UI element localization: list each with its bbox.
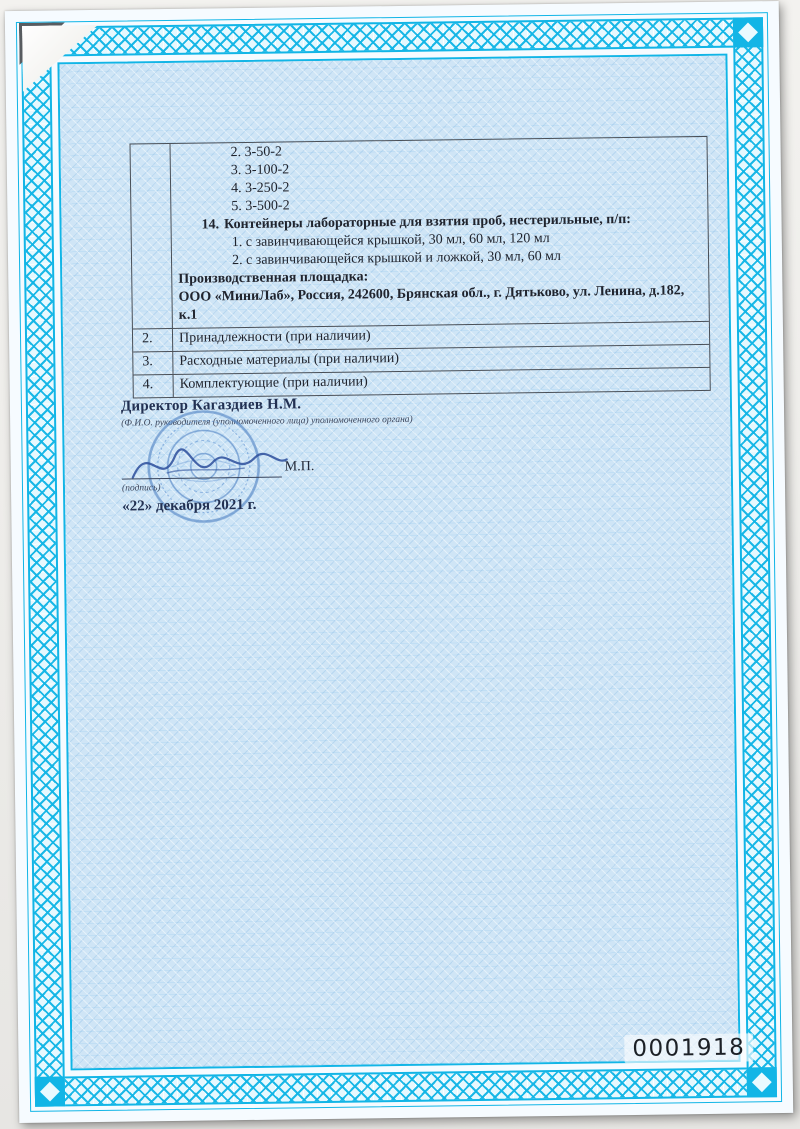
director-name: Директор Кагаздиев Н.М.	[120, 396, 302, 415]
list-item: 4. 3-250-2	[231, 180, 290, 197]
scanned-page	[5, 1, 793, 1123]
row-number-cell	[131, 144, 173, 329]
list-item: 2. с завинчивающейся крышкой и ложкой, 30 мл, 60 мл	[231, 248, 562, 269]
item14-title: Контейнеры лабораторные для взятия проб, нестерильные, п/п:	[223, 211, 632, 233]
serial-number: 0001918	[624, 1033, 753, 1063]
production-site-label: Производственная площадка:	[178, 269, 369, 287]
stamp-place-label: М.П.	[284, 459, 315, 475]
list-item: 2. 3-50-2	[230, 144, 283, 161]
content-table	[129, 136, 710, 399]
director-note: (Ф.И.О. руководителя (уполномоченного лица) уполномоченного органа)	[121, 414, 413, 429]
table-row-continuation	[131, 137, 709, 329]
row-number-cell: 3.	[133, 352, 173, 375]
signature-note: (подпись)	[121, 483, 161, 494]
list-item: 5. 3-500-2	[231, 198, 290, 215]
document-date: «22» декабря 2021 г.	[122, 496, 257, 515]
row-body-cell: Комплектующие (при наличии)	[179, 374, 368, 392]
row-body-cell: Принадлежности (при наличии)	[178, 328, 371, 346]
list-item: 1. с завинчивающейся крышкой, 30 мл, 60 мл, 120 мл	[231, 231, 550, 251]
row-number-cell: 2.	[133, 329, 173, 352]
row-body-cell: Расходные материалы (при наличии)	[179, 350, 400, 369]
row-body-cell	[171, 137, 709, 328]
production-site-value: ООО «МиниЛаб», Россия, 242600, Брянская обл., г. Дятьково, ул. Ленина, д.182, к.1	[178, 283, 685, 323]
item14-number: 14.	[201, 217, 220, 233]
list-item: 3. 3-100-2	[230, 162, 290, 179]
row-number-cell: 4.	[134, 375, 174, 398]
document-content	[5, 1, 793, 1123]
